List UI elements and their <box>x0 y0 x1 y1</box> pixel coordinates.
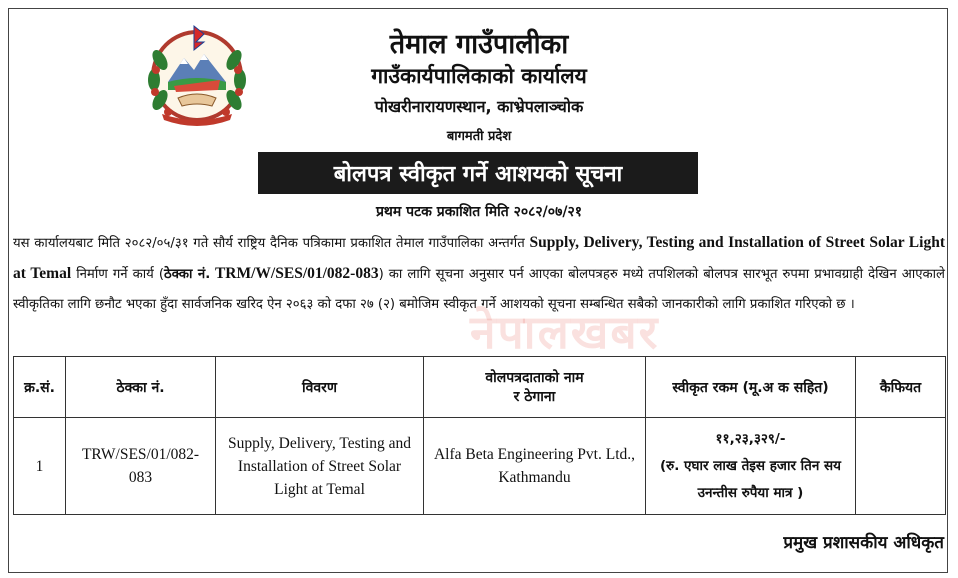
col-sn: क्र.सं. <box>14 357 66 418</box>
contract-number: TRM/W/SES/01/082-083 <box>210 265 379 282</box>
project-title: Supply, Delivery, Testing and Installation of Street Solar Light at Temal <box>13 234 945 282</box>
watermark: नेपालखबर <box>470 306 660 358</box>
col-bidder-line2: र ठेगाना <box>513 389 556 405</box>
bid-table <box>13 356 946 515</box>
amount-words: (रु. एघार लाख तेइस हजार तिन सय उनन्तीस रुपैया मात्र ) <box>659 457 842 501</box>
col-amount: स्वीकृत रकम (मू.अ क सहित) <box>646 357 856 418</box>
cell-description: Supply, Delivery, Testing and Installation of Street Solar Light at Temal <box>216 418 424 515</box>
cell-amount <box>646 418 856 515</box>
cell-sn: 1 <box>14 418 66 515</box>
body-text: यस कार्यालयबाट मिति २०८२/०५/३१ गते सौर्य राष्ट्रिय दैनिक पत्रिकामा प्रकाशित तेमाल गाउँपालिका अन्तर्गत <box>13 236 530 251</box>
municipality-name: तेमाल गाउँपालीका <box>389 29 569 60</box>
col-remarks: कैफियत <box>856 357 946 418</box>
signature-title: प्रमुख प्रशासकीय अधिकृत <box>783 533 944 553</box>
amount-figure: ११,२३,३२९/- <box>715 430 786 447</box>
cell-remarks <box>856 418 946 515</box>
col-bidder <box>424 357 646 418</box>
office-address: पोखरीनारायणस्थान, काभ्रेपलाञ्चोक <box>374 97 584 116</box>
table-header-row <box>14 357 946 418</box>
cell-contract: TRW/SES/01/082-083 <box>66 418 216 515</box>
body-text: ) का लागि सूचना अनुसार पर्न आएका बोलपत्रहरु मध्ये तपशिलको बोलपत्र सारभूत रुपमा प्रभावग्राही देखिन आएकाले स्वीकृतिका लागि छनौट भएका हुँदा सार्वजनिक खरिद ऐन २०६३ को दफा २७ (२) बमोजिम स्वीकृत गर्ने आशयको सूचना सम्बन्धित सबैको जानकारीको लागि प्रकाशित गरिएको छ । <box>13 267 945 312</box>
office-name: गाउँकार्यपालिकाको कार्यालय <box>371 64 587 88</box>
province-name: बागमती प्रदेश <box>446 129 512 144</box>
col-bidder-line1: वोलपत्रदाताको नाम <box>485 370 584 386</box>
notice-body <box>13 228 945 320</box>
cell-bidder: Alfa Beta Engineering Pvt. Ltd., Kathmandu <box>424 418 646 515</box>
contract-label: ठेक्का नं. <box>164 267 211 282</box>
table-row <box>14 418 946 515</box>
col-contract: ठेक्का नं. <box>66 357 216 418</box>
body-text: निर्माण गर्ने कार्य ( <box>71 267 165 282</box>
published-date: प्रथम पटक प्रकाशित मिति २०८२/०७/२१ <box>375 204 583 220</box>
col-description: विवरण <box>216 357 424 418</box>
notice-title: बोलपत्र स्वीकृत गर्ने आशयको सूचना <box>258 152 698 194</box>
